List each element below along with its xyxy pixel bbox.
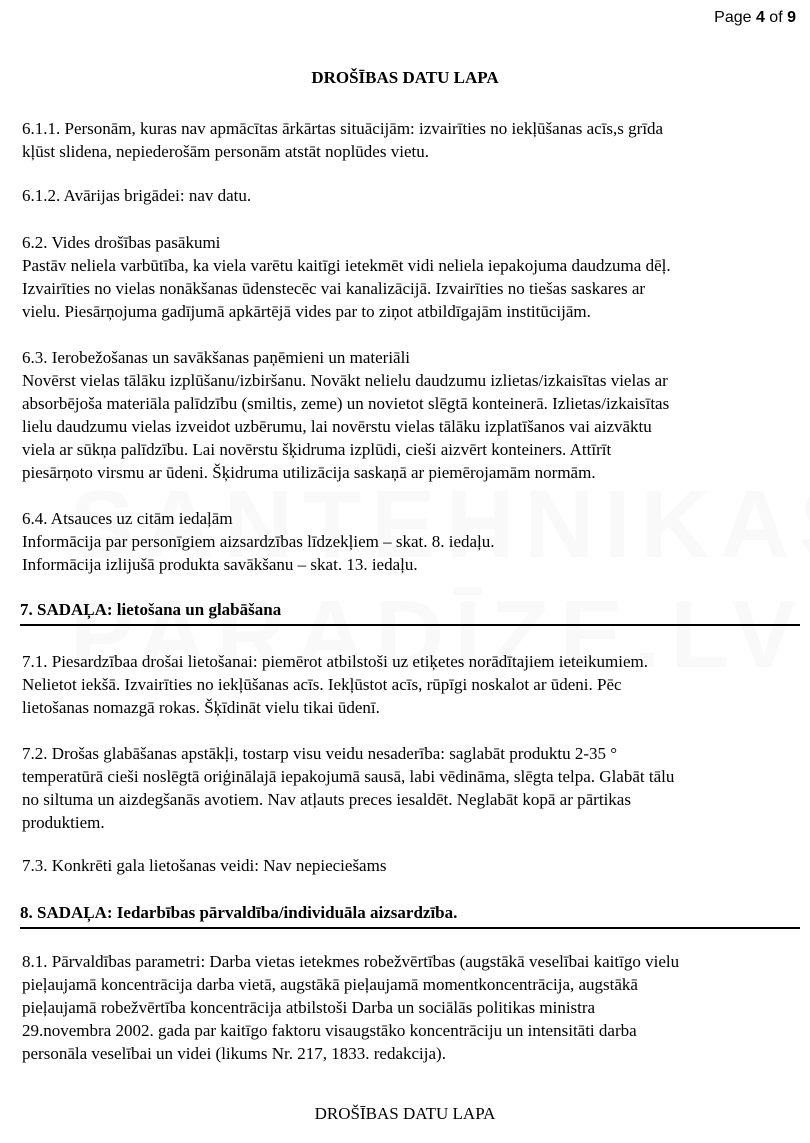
text-line: lielu daudzumu vielas izveidot uzbērumu, lai novērstu vielas tālāku izplatīšanos vai aizvāktu [22, 417, 652, 436]
paragraph-6-1-2 [22, 184, 800, 207]
text-line: lietošanas nomazgā rokas. Šķīdināt vielu tikai ūdenī. [22, 698, 380, 717]
text-line: Novērst vielas tālāku izplūšanu/izbiršanu. Novākt nelielu daudzumu izlietas/izkaisītas vielas ar [22, 371, 668, 390]
text-line: 6.1.2. Avārijas brigādei: nav datu. [22, 186, 252, 205]
paragraph-6-4 [22, 507, 800, 576]
paragraph-6-3 [22, 346, 800, 484]
text-line: produktiem. [22, 813, 105, 832]
page-total: 9 [787, 9, 796, 26]
text-line: 7.1. Piesardzībaa drošai lietošanai: piemērot atbilstoši uz etiķetes norādītajiem ieteikumiem. [22, 652, 648, 671]
text-line: 6.1.1. Personām, kuras nav apmācītas ārkārtas situācijām: izvairīties no iekļūšanas acīs,s grīda [22, 119, 664, 138]
page-prefix: Page [714, 9, 756, 26]
text-line: Informācija par personīgiem aizsardzības līdzekļiem – skat. 8. iedaļu. [22, 532, 495, 551]
text-line: kļūst slidena, nepiederošām personām atstāt noplūdes vietu. [22, 142, 429, 161]
text-line: no siltuma un aizdegšanās avotiem. Nav atļauts preces iesaldēt. Neglabāt kopā ar pārtikas [22, 790, 631, 809]
text-line: piesārņoto virsmu ar ūdeni. Šķidruma utilizācija saskaņā ar piemērojamām normām. [22, 463, 596, 482]
subsection-title: 6.3. Ierobežošanas un savākšanas paņēmieni un materiāli [22, 348, 411, 367]
paragraph-7-3 [22, 854, 800, 877]
text-line: personāla veselībai un videi (likums Nr. 217, 1833. redakcija). [22, 1044, 446, 1063]
text-line: 7.2. Drošas glabāšanas apstākļi, tostarp visu veidu nesaderība: saglabāt produktu 2-35 ° [22, 744, 618, 763]
page-current: 4 [755, 9, 765, 26]
text-line: Izvairīties no vielas nonākšanas ūdenstecēc vai kanalizācijā. Izvairīties no tiešas saskares ar [22, 279, 646, 298]
paragraph-6-1-1 [22, 117, 800, 163]
text-line: Nelietot iekšā. Izvairīties no iekļūšanas acīs. Iekļūstot acīs, rūpīgi noskalot ar ūdeni. Pēc [22, 675, 622, 694]
text-line: viela ar sūkņa palīdzību. Lai novērstu šķidruma izplūdi, cieši aizvērt konteiners. Attīrīt [22, 440, 612, 459]
paragraph-6-2 [22, 231, 800, 323]
subsection-title: 6.2. Vides drošības pasākumi [22, 233, 221, 252]
text-line: vielu. Piesārņojuma gadījumā apkārtējā vides par to ziņot atbildīgajām institūcijām. [22, 302, 591, 321]
page-number [714, 9, 796, 27]
paragraph-7-1 [22, 650, 800, 719]
text-line: pieļaujamā koncentrācija darba vietā, augstākā pieļaujamā momentkoncentrācija, augstākā [22, 975, 638, 994]
text-line: 8.1. Pārvaldības parametri: Darba vietas ietekmes robežvērtības (augstākā veselībai kaitīgo vielu [22, 952, 680, 971]
page-separator: of [764, 9, 788, 26]
section-7-heading: 7. SADAĻA: lietošana un glabāšana [20, 598, 800, 626]
text-line: 7.3. Konkrēti gala lietošanas veidi: Nav nepieciešams [22, 856, 387, 875]
footer-title: DROŠĪBAS DATU LAPA [314, 1104, 496, 1123]
text-line: temperatūrā cieši noslēgtā oriģinālajā iepakojumā sausā, labi vēdināma, slēgta telpa. Glabāt tālu [22, 767, 675, 786]
text-line: pieļaujamā robežvērtība koncentrācija atbilstoši Darba un sociālās politikas ministra [22, 998, 596, 1017]
text-line: Informācija izlijušā produkta savākšanu – skat. 13. iedaļu. [22, 555, 418, 574]
text-line: Pastāv neliela varbūtība, ka viela varētu kaitīgi ietekmēt vidi neliela iepakojuma daudzuma dēļ. [22, 256, 671, 275]
subsection-title: 6.4. Atsauces uz citām iedaļām [22, 509, 233, 528]
text-line: absorbējoša materiāla palīdzību (smiltis, zeme) un novietot slēgtā konteinerā. Izlietas/izkaisītas [22, 394, 670, 413]
section-8-heading: 8. SADAĻA: Iedarbības pārvaldība/individuāla aizsardzība. [20, 901, 800, 929]
text-line: 29.novembra 2002. gada par kaitīgo faktoru visaugstāko koncentrāciju un intensitāti darba [22, 1021, 637, 1040]
paragraph-8-1 [22, 950, 800, 1065]
paragraph-7-2 [22, 742, 800, 834]
document-title: DROŠĪBAS DATU LAPA [311, 68, 499, 87]
